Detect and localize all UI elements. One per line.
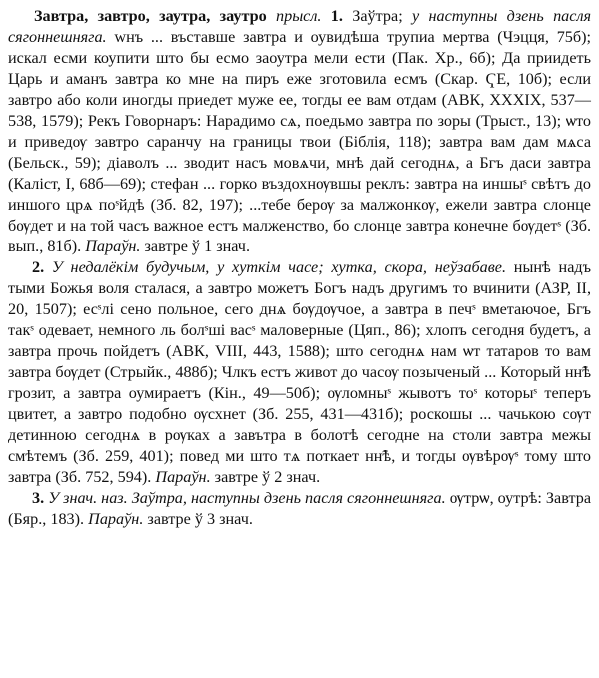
sense-gloss-italic: У знач. наз. Заўтра, наступны дзень пасля сягоннешняга.: [48, 488, 446, 507]
sense-number: 1.: [330, 7, 343, 25]
sense-1-paragraph: [8, 6, 591, 257]
cross-reference-target: завтре ў 3 знач.: [147, 509, 253, 528]
cross-reference-label: Параўн.: [88, 509, 144, 528]
sense-citations: wнъ ... въставше завтра и оувидѣша трупиа мертва (Чэцця, 75б); искал есми коупити што бы есмо заоутра мели ести (Пак. Хр., 6б); Да приидеть Царь и аманъ завтра ко мне на пиръ еже зготовила есмъ (Скар. ҀЕ, 10б); если завтро або коли иногды приедет муже ее, тогды ее вам отдам (АВК, XXXIX, 537—538, 1579); Рекъ Говорнаръ: Нарадимо сѧ, поедьмо завтра по зоры (Трыст., 13); ѡто и приведѹ завтро саранчу на границы твои (Біблія, 118); завтра вам дам мѧса (Бельск., 59); діаволъ ... зводит насъ мовѧчи, мнѣ дай сегоднѧ, а Бгъ даси завтра (Каліст, I, 68б—69); стефан ... горко въздохнѹвшы реклъ: завтра на иншыˢ свѣтъ до иншого црѧ поˢйдѣ (Зб. 82, 197); ...тебе берѹ за малжонкѹ, ежели завтра слонце бѹдет и на той часъ важное естъ малженство, бо слонце завтра конечне бѹдетˢ (Зб. вып., 81б).: [8, 27, 591, 256]
sense-2-paragraph: [8, 257, 591, 487]
part-of-speech: прысл.: [276, 7, 322, 25]
sense-citations: нынѣ надъ тыми Божья воля сталася, а завтро можетъ Богъ надъ другимъ то вчинити (АЗР, II, 20, 1507); есˢлі сено польное, сего днѧ бѹдѹчое, а завтра в печˢ вметаючое, Бгъ такˢ одевает, немного ль болˢші васˢ маловерные (Цяп., 86); хлопъ сегодня будетъ, а завтра прочь пойдетъ (АВК, VIII, 443, 1588); што сегоднѧ нам ѡт татаров то вам завтра бѹдет (Стрыйк., 488б); Члкъ естъ живот до часѹ позыченый ... Который нн̃ѣ грозит, а завтра оумираетъ (Кін., 49—50б); ѹломныˢ жывотъ тоˢ которыˢ теперъ цвитет, а завтро подобно ѹсхнет (Зб. 255, 431—431б); роскошы ... чачькою сѹт детинною сегоднѧ в рѹках а завътра в болотѣ сегодне на столи завтра межы смѣтемъ (Зб. 259, 401); повед ми што тѧ поткает нн̃ѣ, и тогды ѹвѣрѹˢ тому што завтра (Зб. 752, 594).: [8, 258, 591, 486]
sense-gloss-italic: у наступны дзень пасля сягоннешняга.: [8, 7, 592, 46]
sense-citations: ѹтрѡ, оутрѣ: Завтра (Бяр., 183).: [8, 488, 592, 528]
sense-number: 3.: [32, 488, 45, 507]
sense-3-paragraph: [8, 488, 591, 530]
sense-gloss: Заўтра;: [352, 7, 403, 25]
sense-gloss-italic: У недалёкім будучым, у хуткім часе; хутка, скора, неўзабаве.: [51, 258, 507, 277]
entry-headword: Завтра, завтро, заутра, заутро: [34, 7, 267, 25]
cross-reference-target: завтре ў 1 знач.: [144, 237, 250, 256]
sense-number: 2.: [32, 258, 45, 277]
cross-reference-label: Параўн.: [85, 237, 141, 256]
dictionary-entry: [8, 6, 591, 530]
cross-reference-label: Параўн.: [155, 467, 211, 486]
cross-reference-target: завтре ў 2 знач.: [214, 467, 321, 486]
